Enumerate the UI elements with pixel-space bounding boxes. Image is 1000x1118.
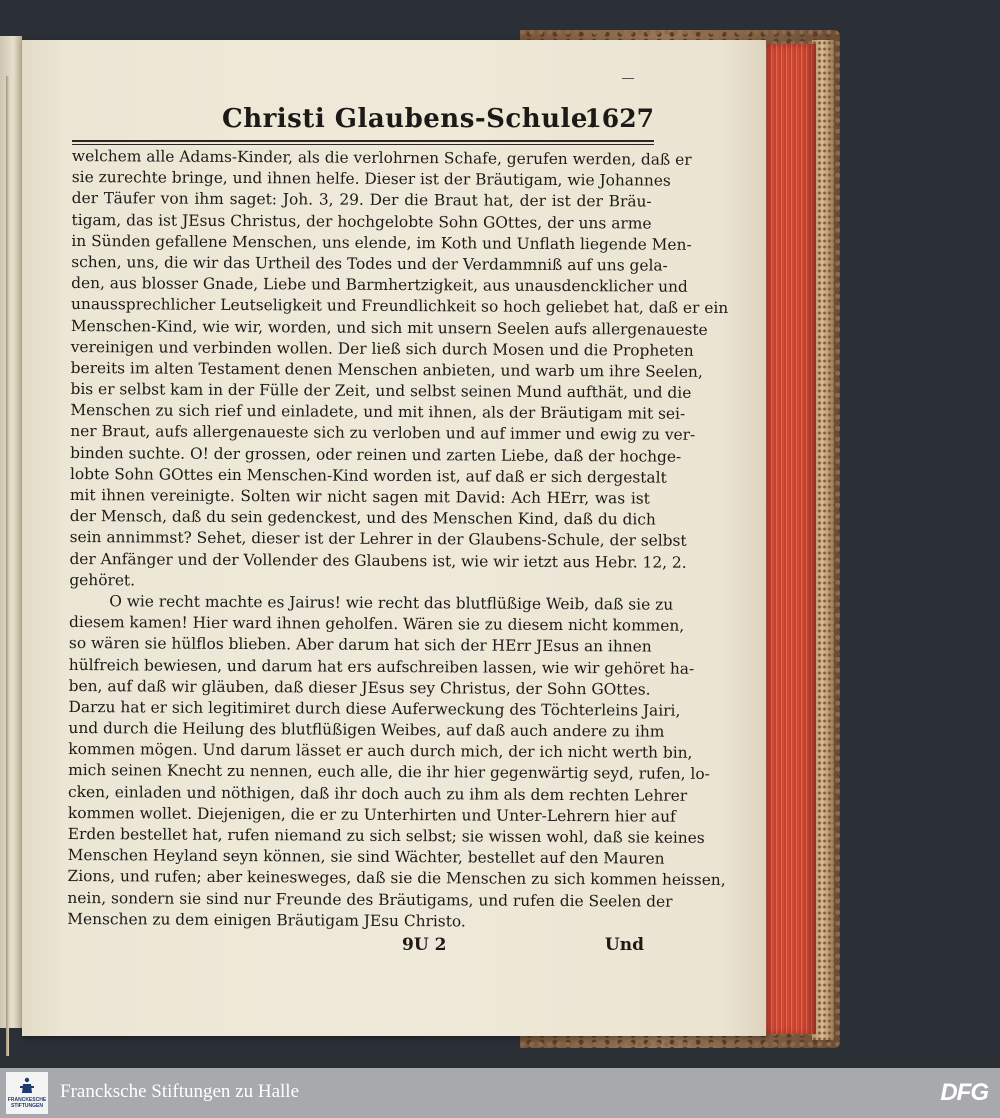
scanned-page (22, 40, 766, 1036)
left-page-edge (6, 76, 9, 1056)
text-line: kommen mögen. Und darum lässet er auch durch mich, der ich nicht werth bin, (68, 740, 693, 763)
text-line: und durch die Heilung des blutflüßigen Weibes, auf daß auch andere zu ihm (68, 719, 665, 741)
text-line: unaussprechlicher Leutseligkeit und Freundlichkeit so hoch geliebet hat, daß er ein (70, 295, 729, 318)
text-line: den, aus blosser Gnade, Liebe und Barmhertzigkeit, aus unausdencklicher und (71, 274, 688, 296)
text-line: in Sünden gefallene Menschen, uns elende, im Koth und Unflath liegende Men- (71, 231, 692, 254)
text-line: schen, uns, die wir das Urtheil des Todes und der Verdammniß auf uns gela- (71, 252, 668, 275)
text-line: lobte Sohn GOttes ein Menschen-Kind worden ist, auf daß er sich dergestalt (69, 464, 667, 487)
text-line: kommen wollet. Diejenigen, die er zu Unterhirten und Unter-Lehrern hier auf (67, 803, 676, 826)
text-line: ben, auf daß wir gläuben, daß dieser JEsus sey Christus, der Sohn GOttes. (68, 676, 651, 699)
logo-text (6, 1097, 48, 1109)
text-line: Menschen Heyland seyn können, sie sind Wächter, bestellet auf den Mauren (67, 846, 665, 868)
text-line: diesem kamen! Hier ward ihnen geholfen. Wären sie zu diesem nicht kommen, (69, 613, 685, 635)
running-title: Christi Glaubens-Schule. (222, 104, 598, 134)
text-line: tigam, das ist JEsus Christus, der hochgelobte Sohn GOttes, der uns arme (71, 210, 652, 233)
text-line: Zions, und rufen; aber keinesweges, daß sie die Menschen zu sich kommen heissen, (67, 867, 726, 890)
body-text (67, 146, 729, 933)
text-line: Erden bestellet hat, rufen niemand zu sich selbst; sie wissen wohl, daß sie keines (67, 824, 705, 847)
text-line: ner Braut, aufs allergenaueste sich zu verloben und auf immer und ewig zu ver- (70, 422, 696, 445)
text-line: Menschen-Kind, wie wir, worden, und sich mit unsern Seelen aufs allergenaueste (70, 316, 708, 339)
page-mark (622, 78, 634, 79)
text-line: so wären sie hülflos blieben. Aber darum hat sich der HErr JEsus an ihnen (68, 634, 652, 656)
header-rule (72, 140, 654, 145)
text-line: sein annimmst? Sehet, dieser ist der Lehrer in der Glaubens-Schule, der selbst (69, 528, 687, 551)
page-header (222, 102, 662, 142)
orphanage-figure-icon (19, 1077, 35, 1095)
text-line: bis er selbst kam in der Fülle der Zeit, und selbst seinen Mund aufthät, und die (70, 380, 692, 402)
text-line: gehöret. (69, 570, 136, 590)
text-line: vereinigen und verbinden wollen. Der ließ sich durch Mosen und die Propheten (70, 337, 694, 360)
text-line: cken, einladen und nöthigen, daß ihr doch auch zu ihm als dem rechten Lehrer (68, 782, 688, 805)
text-line: bereits im alten Testament denen Menschen anbieten, und warb um ihre Seelen, (70, 358, 703, 381)
text-line: O wie recht machte es Jairus! wie recht das blutflüßige Weib, daß sie zu (109, 592, 674, 614)
page-edges (762, 44, 816, 1034)
text-line: der Mensch, daß du sein gedenckest, und des Menschen Kind, daß du dich (69, 507, 656, 529)
dfg-logo[interactable]: DFG (940, 1079, 988, 1106)
text-line: welchem alle Adams-Kinder, als die verlohrnen Schafe, gerufen werden, daß er (71, 146, 692, 169)
footer-bar (0, 1068, 1000, 1118)
catchword: Und (604, 935, 644, 955)
text-line: Darzu hat er sich legitimiret durch diese Auferweckung des Töchterleins Jairi, (68, 697, 681, 720)
organization-name: Francksche Stiftungen zu Halle (60, 1081, 300, 1102)
franckesche-stiftungen-logo[interactable] (6, 1072, 48, 1114)
text-line: binden suchte. O! der grossen, oder reinen und zarten Liebe, daß der hochge- (70, 443, 682, 466)
left-page (0, 36, 22, 1028)
text-line: mich seinen Knecht zu nennen, euch alle, die ihr hier gegenwärtig seyd, rufen, lo- (68, 761, 710, 784)
text-line: der Täufer von ihm saget: Joh. 3, 29. Der die Braut hat, der ist der Bräu- (71, 189, 652, 211)
page-footer-marks (402, 935, 652, 965)
text-line: der Anfänger und der Vollender des Glaubens ist, wie wir ietzt aus Hebr. 12, 2. (69, 549, 687, 572)
text-line: sie zurechte bringe, und ihnen helfe. Dieser ist der Bräutigam, wie Johannes (71, 168, 671, 190)
text-line: Menschen zu sich rief und einladete, und mit ihnen, als der Bräutigam mit sei- (70, 401, 686, 424)
logo-text-line2: STIFTUNGEN (11, 1103, 43, 1109)
text-line: nein, sondern sie sind nur Freunde des Bräutigams, und rufen die Seelen der (67, 888, 673, 911)
text-line: hülfreich bewiesen, und darum hat ers aufschreiben lassen, wie wir gehöret ha- (68, 655, 695, 678)
logo-text-line1: FRANCKESCHE (7, 1097, 47, 1103)
page-number: 1627 (584, 104, 654, 133)
signature-mark: 9U 2 (402, 935, 447, 955)
text-line: mit ihnen vereinigte. Solten wir nicht sagen mit David: Ach HErr, was ist (69, 485, 650, 508)
text-line: Menschen zu dem einigen Bräutigam JEsu Christo. (67, 909, 466, 931)
